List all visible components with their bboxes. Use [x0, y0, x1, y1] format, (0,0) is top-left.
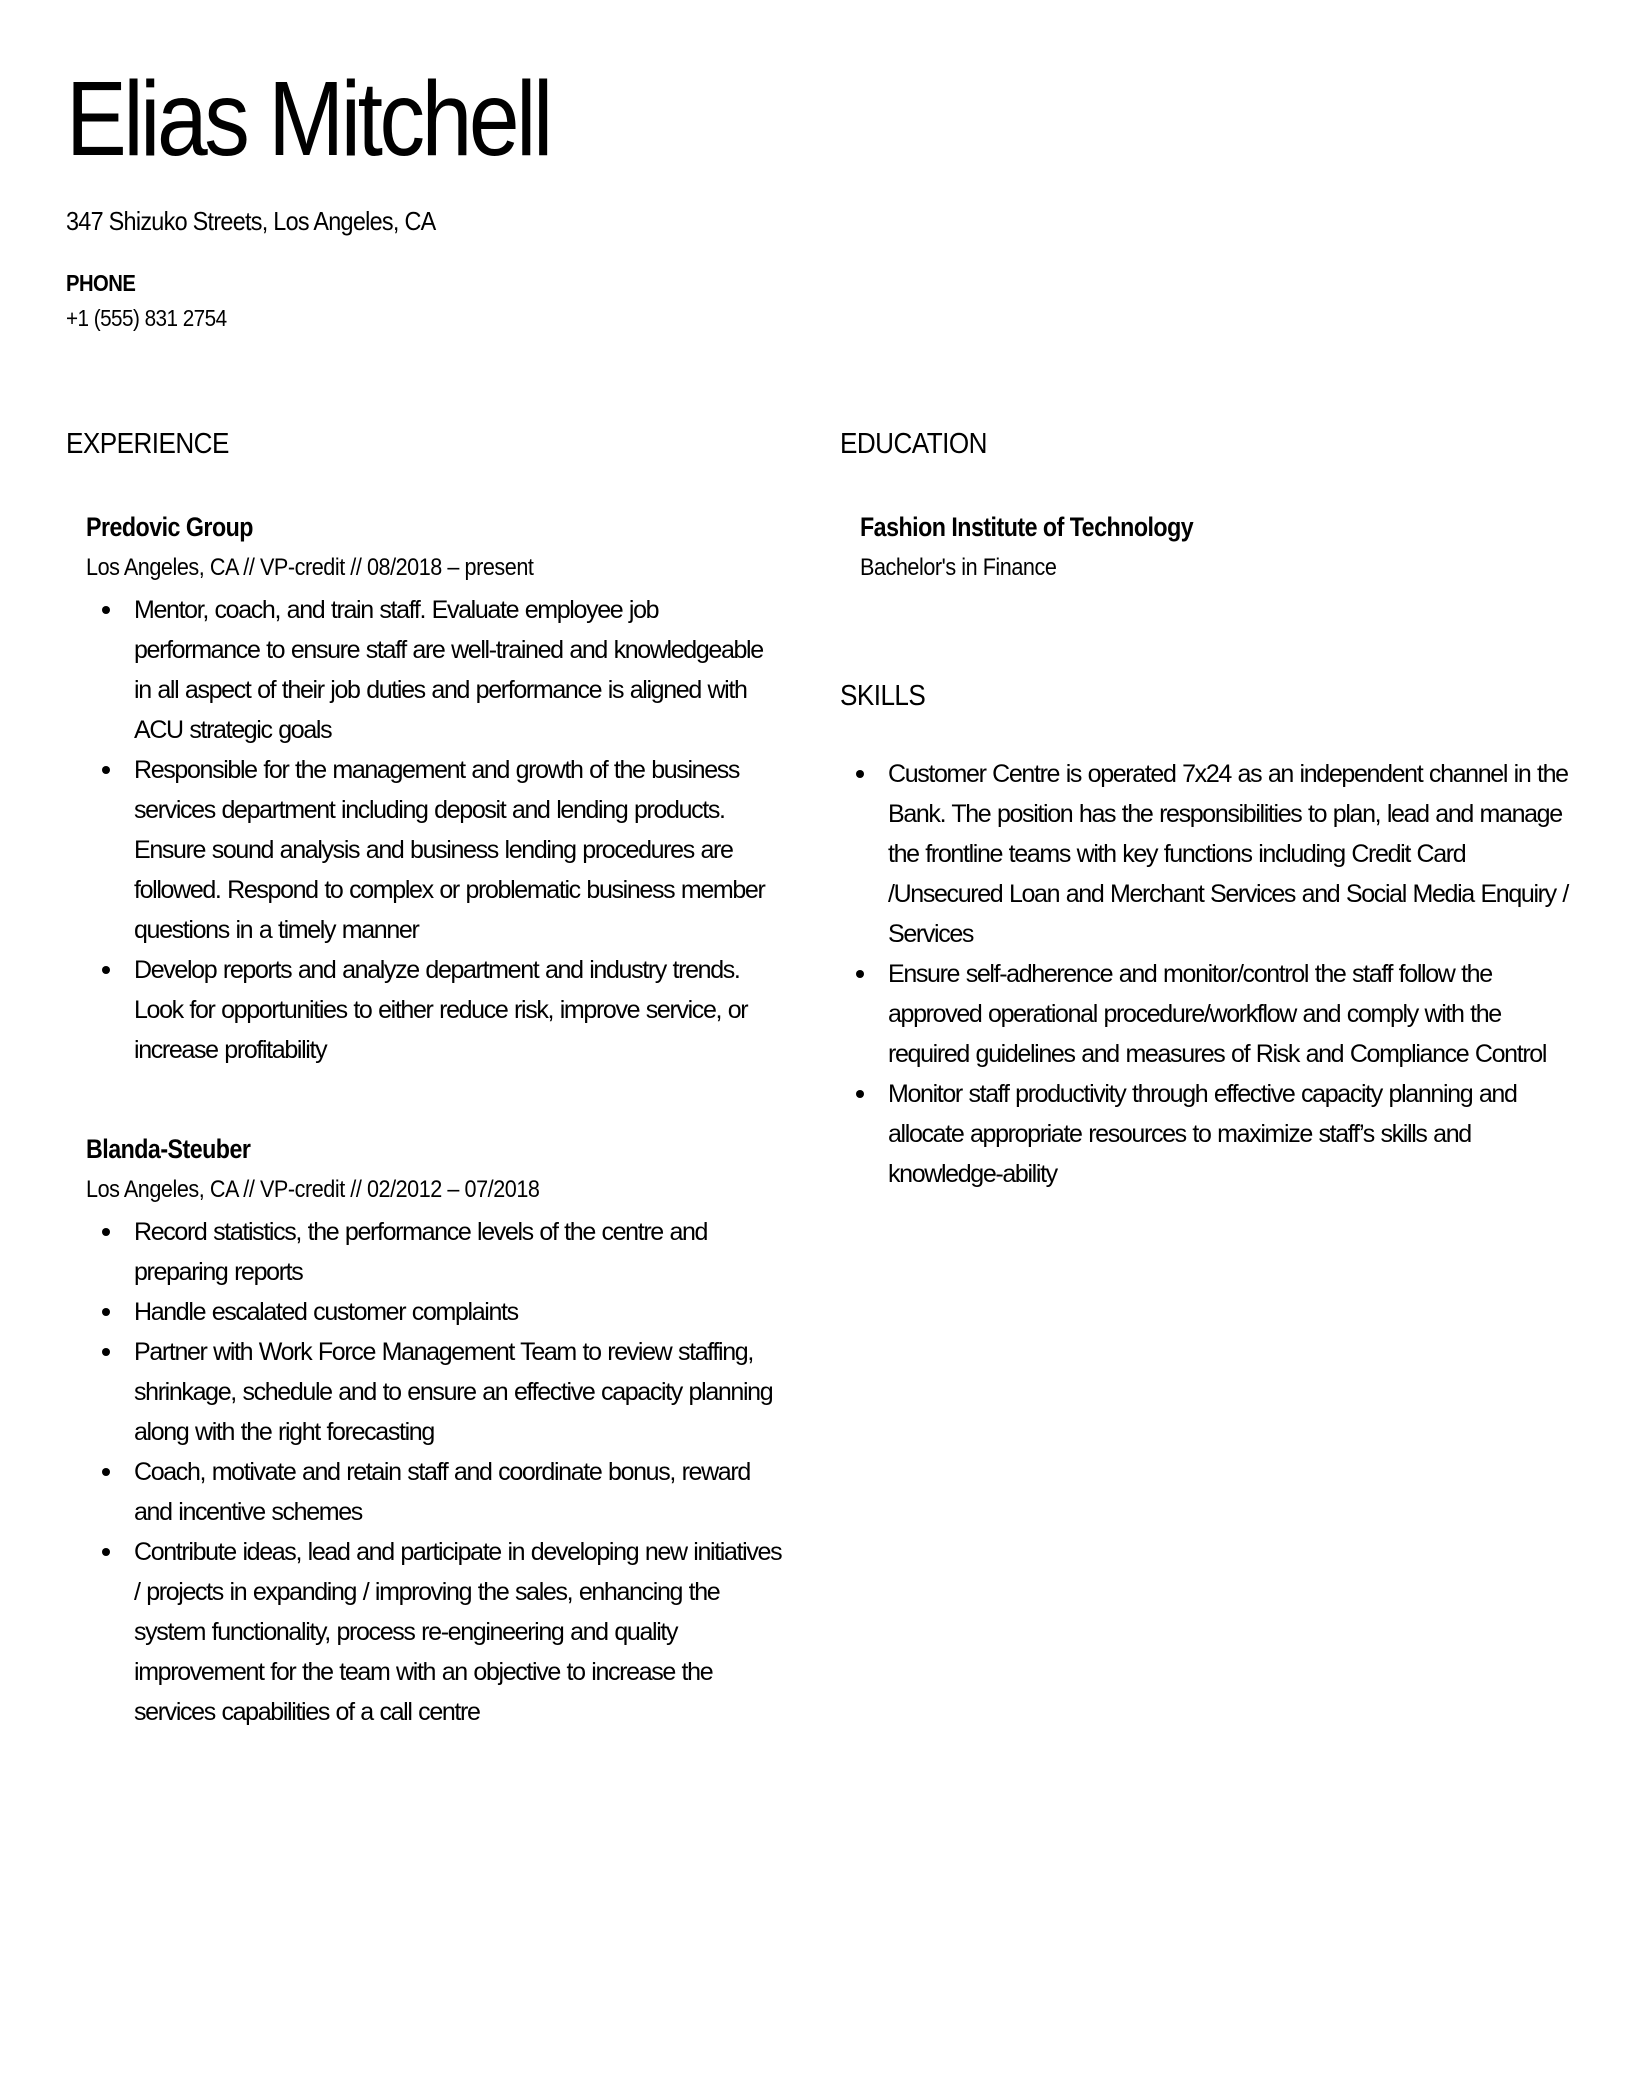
list-item — [86, 1212, 786, 1292]
list-item — [86, 1292, 786, 1332]
bullet-icon — [856, 970, 864, 978]
bullet-text: Handle escalated customer complaints — [134, 1298, 518, 1326]
bullet-text: Record statistics, the performance levels of the centre and preparing reports — [134, 1218, 708, 1286]
bullet-icon — [856, 1090, 864, 1098]
bullet-icon — [102, 1308, 110, 1316]
job-meta: Los Angeles, CA // VP-credit // 08/2018 – present — [86, 554, 534, 581]
job-meta: Los Angeles, CA // VP-credit // 02/2012 – 07/2018 — [86, 1176, 540, 1203]
job-bullet-list — [86, 590, 786, 1070]
bullet-text: Coach, motivate and retain staff and coordinate bonus, reward and incentive schemes — [134, 1458, 750, 1526]
bullet-text: Partner with Work Force Management Team to review staffing, shrinkage, schedule and to ensure an effective capacity planning along with the right forecasting — [134, 1338, 773, 1446]
list-item — [86, 1452, 786, 1532]
list-item — [840, 954, 1570, 1074]
list-item — [86, 750, 786, 950]
phone-label: PHONE — [66, 270, 136, 296]
skills-bullet-list — [840, 754, 1570, 1194]
candidate-name: Elias Mitchell — [66, 60, 550, 178]
bullet-icon — [102, 1548, 110, 1556]
bullet-text: Ensure self-adherence and monitor/control the staff follow the approved operational procedure/workflow and comply with the required guidelines and measures of Risk and Compliance Control — [888, 960, 1547, 1068]
bullet-icon — [102, 1348, 110, 1356]
address: 347 Shizuko Streets, Los Angeles, CA — [66, 206, 436, 236]
experience-entry — [86, 1132, 786, 1732]
job-bullet-list — [86, 1212, 786, 1732]
bullet-icon — [102, 966, 110, 974]
company-name: Blanda-Steuber — [86, 1134, 251, 1164]
education-entry — [860, 510, 1570, 584]
bullet-text: Monitor staff productivity through effective capacity planning and allocate appropriate resources to maximize staff’s skills and knowledge-ability — [888, 1080, 1517, 1188]
list-item — [86, 590, 786, 750]
list-item — [840, 1074, 1570, 1194]
list-item — [86, 950, 786, 1070]
section-title-experience: EXPERIENCE — [66, 428, 229, 460]
bullet-text: Customer Centre is operated 7x24 as an independent channel in the Bank. The position has the responsibilities to plan, lead and manage the frontline teams with key functions including Credit Card /Unsecured Loan and Merchant Services and Social Media Enquiry / Services — [888, 760, 1568, 948]
section-title-education: EDUCATION — [840, 428, 987, 460]
bullet-icon — [102, 606, 110, 614]
school-name: Fashion Institute of Technology — [860, 512, 1194, 542]
bullet-text: Mentor, coach, and train staff. Evaluate employee job performance to ensure staff are well-trained and knowledgeable in all aspect of their job duties and performance is aligned with ACU strategic goals — [134, 596, 763, 744]
phone-number: +1 (555) 831 2754 — [66, 305, 227, 331]
company-name: Predovic Group — [86, 512, 253, 542]
right-column — [840, 426, 1570, 1194]
bullet-icon — [102, 1228, 110, 1236]
degree: Bachelor's in Finance — [860, 554, 1057, 581]
experience-entry — [86, 510, 786, 1070]
list-item — [840, 754, 1570, 954]
list-item — [86, 1332, 786, 1452]
bullet-text: Contribute ideas, lead and participate in developing new initiatives / projects in expanding / improving the sales, enhancing the system functionality, process re-engineering and quality improvement for the team with an objective to increase the services capabilities of a call centre — [134, 1538, 782, 1726]
experience-section — [66, 426, 786, 1732]
bullet-icon — [856, 770, 864, 778]
list-item — [86, 1532, 786, 1732]
bullet-text: Responsible for the management and growth of the business services department including deposit and lending products. Ensure sound analysis and business lending procedures are followed. Respond to complex or problematic business member questions in a timely manner — [134, 756, 765, 944]
bullet-text: Develop reports and analyze department and industry trends. Look for opportunities to either reduce risk, improve service, or increase profitability — [134, 956, 748, 1064]
bullet-icon — [102, 766, 110, 774]
bullet-icon — [102, 1468, 110, 1476]
section-title-skills: SKILLS — [840, 680, 926, 712]
